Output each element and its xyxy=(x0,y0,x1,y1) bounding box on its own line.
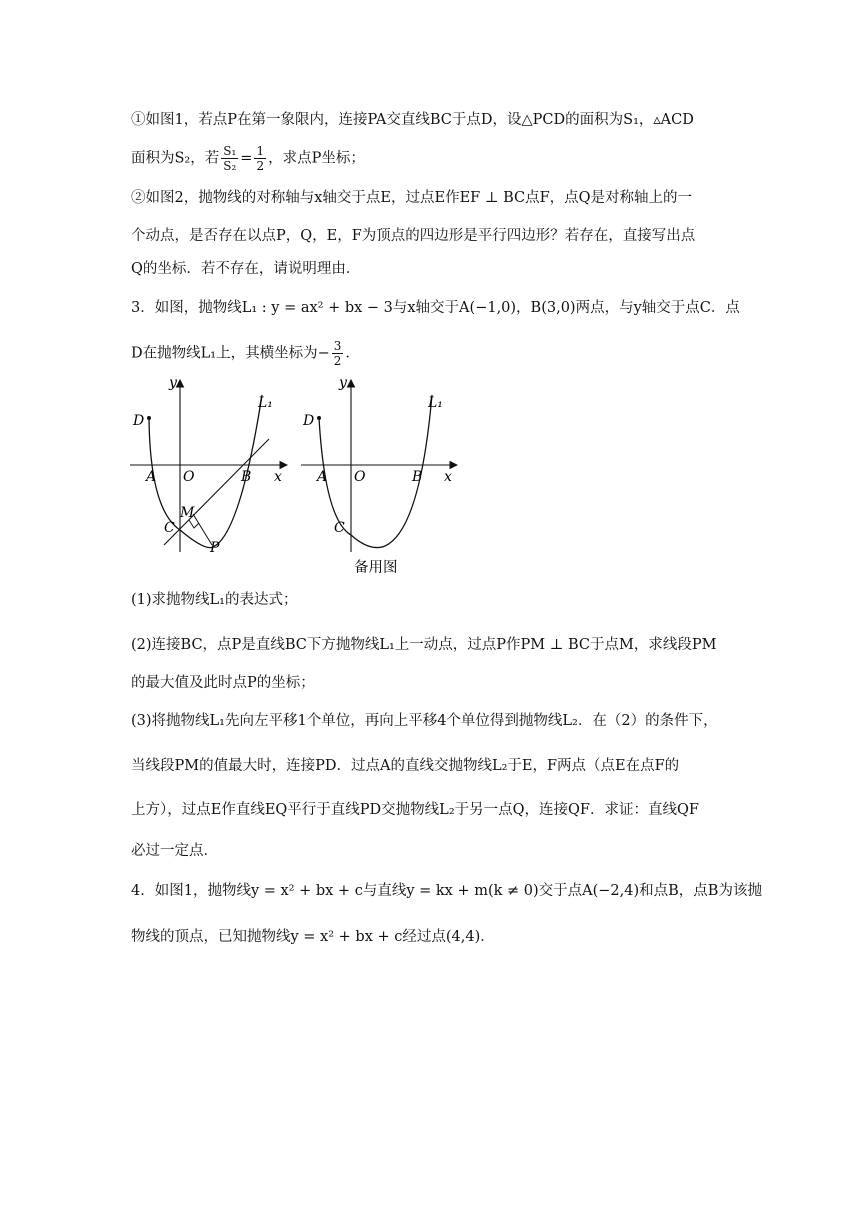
label-a: A xyxy=(146,469,157,485)
label-x: x xyxy=(444,469,452,485)
q2-part2-line2: 个动点，是否存在以点P，Q，E，F为顶点的四边形是平行四边形？若存在，直接写出点 xyxy=(131,228,696,244)
half-numerator: 1 xyxy=(256,144,265,158)
q3-part1: (1)求抛物线L₁的表达式； xyxy=(131,592,298,608)
label-y: y xyxy=(339,375,347,391)
q2-part1-equals: = xyxy=(240,150,253,167)
label-c: C xyxy=(334,520,345,536)
q3-stem-line1: 3．如图，抛物线L₁ : y = ax² + bx − 3与x轴交于A(−1,0)，B(3,0)两点，与y轴交于点C．点 xyxy=(131,300,740,316)
ratio-denominator: S₂ xyxy=(223,159,237,173)
label-p: P xyxy=(210,540,220,556)
q2-part2-line3: Q的坐标．若不存在，请说明理由． xyxy=(131,261,361,277)
q2-part1-text-b: ，求点P坐标； xyxy=(268,150,365,167)
label-d: D xyxy=(133,413,145,429)
label-b: B xyxy=(412,469,423,485)
q3-part3-line1: (3)将抛物线L₁先向左平移1个单位，再向上平移4个单位得到抛物线L₂．在（2）的条件下， xyxy=(131,713,718,729)
q2-part2-line1: ②如图2，抛物线的对称轴与x轴交于点E，过点E作EF ⊥ BC点F，点Q是对称轴上的一 xyxy=(131,190,693,206)
label-m: M xyxy=(180,505,195,521)
label-c: C xyxy=(164,520,175,536)
half-fraction xyxy=(254,144,266,173)
q3-part2-line1: (2)连接BC，点P是直线BC下方抛物线L₁上一动点，过点P作PM ⊥ BC于点M，求线段PM xyxy=(131,637,717,653)
abscissa-fraction xyxy=(332,339,344,368)
label-y: y xyxy=(169,375,177,391)
q3-part3-line4: 必过一定点． xyxy=(131,843,218,859)
q3-part3-line2: 当线段PM的值最大时，连接PD．过点A的直线交抛物线L₂于E，F两点（点E在点F的 xyxy=(131,758,680,774)
q3-stem-text-a: D在抛物线L₁上，其横坐标为− xyxy=(131,345,330,362)
label-l1: L₁ xyxy=(428,395,443,411)
q2-part1-text-a: 面积为S₂，若 xyxy=(131,150,220,167)
abscissa-numerator: 3 xyxy=(333,339,342,353)
q2-part1-line1: ①如图1，若点P在第一象限内，连接PA交直线BC于点D，设△PCD的面积为S₁，▵ACD xyxy=(131,112,694,128)
ratio-fraction xyxy=(221,144,238,173)
point-d-dot xyxy=(317,416,321,420)
q4-line2: 物线的顶点，已知抛物线y = x² + bx + c经过点(4,4)． xyxy=(131,929,495,945)
label-b: B xyxy=(241,469,252,485)
label-d: D xyxy=(303,413,315,429)
q3-stem-line2 xyxy=(131,339,360,368)
q4-line1: 4．如图1，抛物线y = x² + bx + c与直线y = kx + m(k ≠ 0)交于点A(−2,4)和点B，点B为该抛 xyxy=(131,883,762,899)
label-l1: L₁ xyxy=(258,395,273,411)
ratio-numerator: S₁ xyxy=(223,144,237,158)
point-d-dot xyxy=(147,416,151,420)
figure-1-parabola xyxy=(126,372,292,562)
figure-2-spare xyxy=(296,372,462,578)
q2-part1-line2 xyxy=(131,144,365,173)
abscissa-denominator: 2 xyxy=(333,354,342,368)
half-denominator: 2 xyxy=(256,159,265,173)
q3-stem-text-b: ． xyxy=(345,345,360,362)
label-origin: O xyxy=(354,469,366,485)
figure-caption: 备用图 xyxy=(354,560,398,576)
label-a: A xyxy=(317,469,328,485)
label-x: x xyxy=(274,469,282,485)
q3-part3-line3: 上方），过点E作直线EQ平行于直线PD交抛物线L₂于另一点Q，连接QF．求证：直线QF xyxy=(131,802,699,818)
q3-part2-line2: 的最大值及此时点P的坐标； xyxy=(131,675,315,691)
label-origin: O xyxy=(183,469,195,485)
